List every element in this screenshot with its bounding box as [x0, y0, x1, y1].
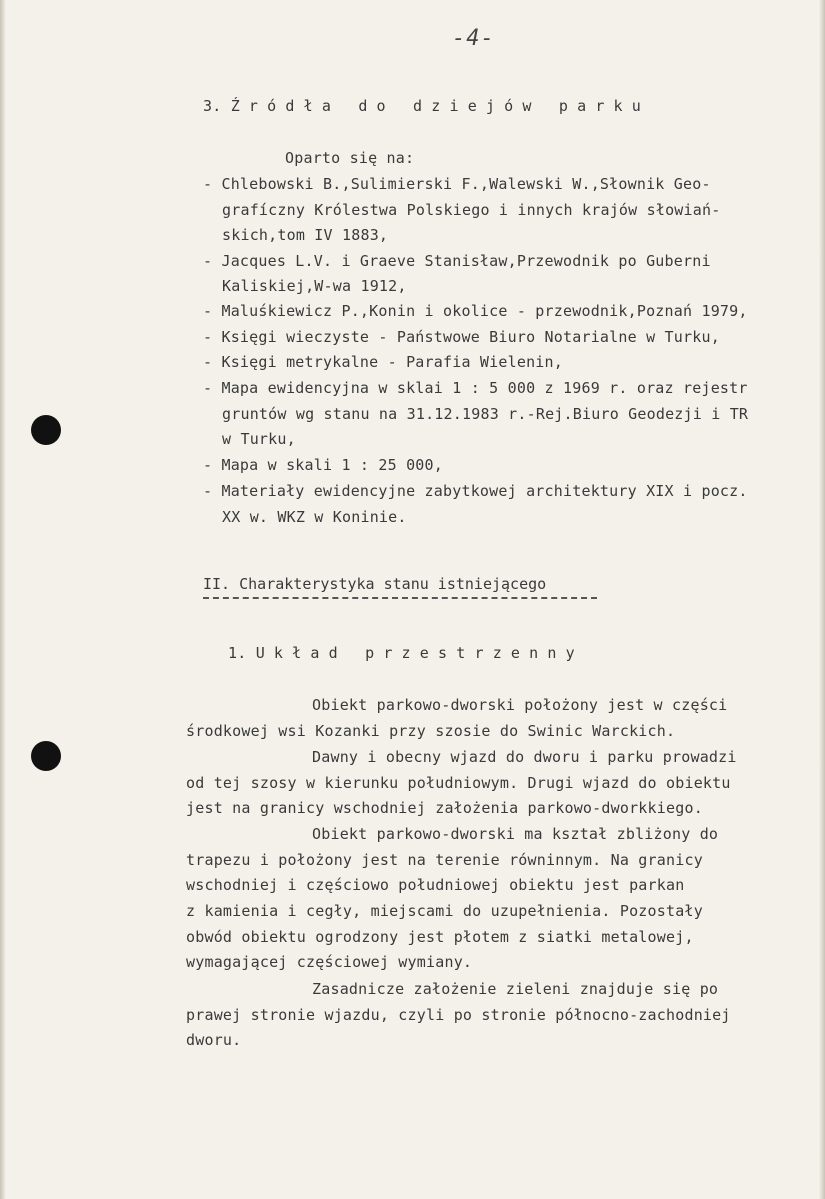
- paragraph-line: wymagającej częściowej wymiany.: [186, 953, 473, 971]
- paragraph-line: dworu.: [186, 1031, 242, 1049]
- source-line: - Księgi wieczyste - Państwowe Biuro Notarialne w Turku,: [203, 328, 720, 346]
- section-title: Źródła do dziejów parku: [230, 97, 651, 115]
- source-line: gruntów wg stanu na 31.12.1983 r.-Rej.Biuro Geodezji i TR: [222, 405, 749, 423]
- source-line: - Mapa w skali 1 : 25 000,: [203, 456, 443, 474]
- source-line: - Jacques L.V. i Graeve Stanisław,Przewodnik po Guberni: [203, 252, 711, 270]
- punch-hole: [31, 741, 61, 771]
- subsection-heading: [228, 644, 584, 662]
- title-underline: [203, 597, 597, 599]
- source-line: - Materiały ewidencyjne zabytkowej architektury XIX i pocz.: [203, 482, 748, 500]
- source-line: w Turku,: [222, 430, 296, 448]
- source-line: - Chlebowski B.,Sulimierski F.,Walewski W.,Słownik Geo-: [203, 175, 711, 193]
- paragraph-line: trapezu i położony jest na terenie równinnym. Na granicy: [186, 851, 703, 869]
- paragraph-line: środkowej wsi Kozanki przy szosie do Swinic Warckich.: [186, 722, 676, 740]
- chapter-title: II. Charakterystyka stanu istniejącego: [203, 575, 547, 593]
- subsection-number: 1.: [228, 644, 247, 662]
- source-line: - Mapa ewidencyjna w sklai 1 : 5 000 z 1969 r. oraz rejestr: [203, 379, 748, 397]
- source-line: XX w. WKZ w Koninie.: [222, 508, 407, 526]
- punch-hole: [31, 415, 61, 445]
- paragraph-line: prawej stronie wjazdu, czyli po stronie północno-zachodniej: [186, 1006, 731, 1024]
- page-edge-right: [819, 0, 825, 1199]
- source-line: - Maluśkiewicz P.,Konin i okolice - przewodnik,Poznań 1979,: [203, 302, 748, 320]
- sources-intro: Oparto się na:: [285, 149, 415, 167]
- paragraph-line: obwód obiektu ogrodzony jest płotem z siatki metalowej,: [186, 928, 694, 946]
- paragraph-line: jest na granicy wschodniej założenia parkowo-dworkkiego.: [186, 799, 703, 817]
- paragraph-line: Zasadnicze założenie zieleni znajduje się po: [312, 980, 719, 998]
- section-number: 3.: [203, 97, 222, 115]
- section-heading: [203, 97, 650, 115]
- paragraph-line: Dawny i obecny wjazd do dworu i parku prowadzi: [312, 748, 737, 766]
- source-line: - Księgi metrykalne - Parafia Wielenin,: [203, 353, 563, 371]
- paragraph-line: z kamienia i cegły, miejscami do uzupełnienia. Pozostały: [186, 902, 703, 920]
- paragraph-line: od tej szosy w kierunku południowym. Drugi wjazd do obiektu: [186, 774, 731, 792]
- source-line: grafíczny Królestwa Polskiego i innych krajów słowiań-: [222, 201, 721, 219]
- paragraph-line: Obiekt parkowo-dworski ma kształ zbliżony do: [312, 825, 719, 843]
- page-edge-left: [0, 0, 6, 1199]
- source-line: Kaliskiej,W-wa 1912,: [222, 277, 407, 295]
- page-number: -4-: [452, 26, 495, 51]
- paragraph-line: Obiekt parkowo-dworski położony jest w części: [312, 696, 728, 714]
- paragraph-line: wschodniej i częściowo południowej obiektu jest parkan: [186, 876, 685, 894]
- subsection-title: Układ przestrzenny: [255, 644, 584, 662]
- source-line: skich,tom IV 1883,: [222, 226, 389, 244]
